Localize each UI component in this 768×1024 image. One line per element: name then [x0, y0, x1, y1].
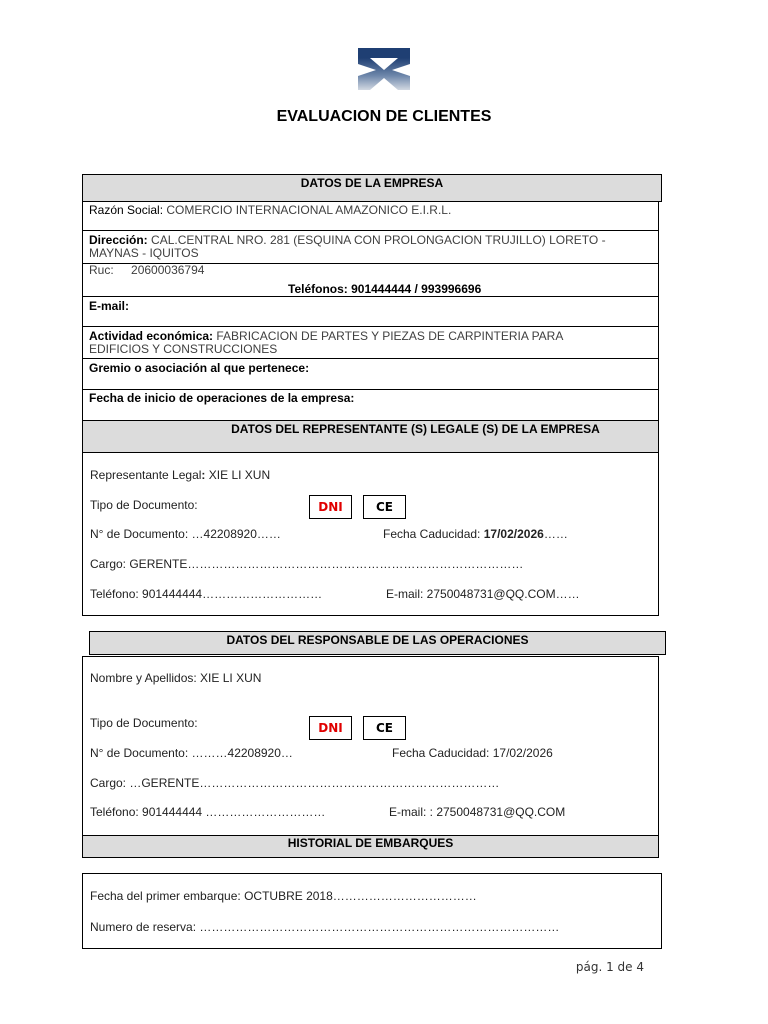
representante-section: [82, 452, 659, 616]
divider: [83, 326, 658, 327]
rep-ce-checkbox[interactable]: CE: [363, 495, 406, 519]
razon-social-label: Razón Social:: [89, 203, 164, 217]
divider: [83, 389, 658, 390]
actividad-value-line1: FABRICACION DE PARTES Y PIEZAS DE CARPINTERIA PARA: [216, 329, 564, 343]
responsable-section: [82, 656, 659, 836]
rep-legal-value: XIE LI XUN: [208, 468, 271, 482]
rep-cargo: Cargo: GERENTE…………………………………………………………………………: [90, 557, 524, 571]
historial-header: HISTORIAL DE EMBARQUES: [82, 835, 659, 858]
direccion-label: Dirección:: [89, 233, 148, 247]
responsable-header: DATOS DEL RESPONSABLE DE LAS OPERACIONES: [89, 631, 666, 655]
resp-nombre: Nombre y Apellidos: XIE LI XUN: [90, 671, 262, 685]
actividad-label: Actividad económica:: [89, 329, 214, 343]
divider: [83, 296, 658, 297]
resp-tipo-doc-label: Tipo de Documento:: [90, 716, 198, 730]
rep-dni-checkbox[interactable]: DNI: [309, 495, 352, 519]
resp-dni-checkbox[interactable]: DNI: [309, 716, 352, 740]
resp-telefono: Teléfono: 901444444 …………………………: [90, 805, 326, 819]
rep-fecha-cad-value: 17/02/2026: [483, 527, 544, 541]
razon-social-value: COMERCIO INTERNACIONAL AMAZONICO E.I.R.L.: [166, 203, 452, 217]
empresa-email-label: E-mail:: [89, 299, 130, 313]
resp-cargo: Cargo: …GERENTE…………………………………………………………………: [90, 776, 500, 790]
rep-email: E-mail: 2750048731@QQ.COM……: [386, 587, 580, 601]
telefonos-value: Teléfonos: 901444444 / 993996696: [288, 282, 482, 296]
empresa-header: DATOS DE LA EMPRESA: [82, 174, 662, 202]
ruc-label: Ruc:: [89, 263, 114, 277]
direccion-value-line2: MAYNAS - IQUITOS: [89, 246, 199, 260]
rep-fecha-caducidad: [383, 527, 568, 541]
divider: [83, 230, 658, 231]
page-number: pág. 1 de 4: [575, 960, 644, 974]
gremio-label: Gremio o asociación al que pertenece:: [89, 361, 310, 375]
rep-fecha-cad-label: Fecha Caducidad:: [383, 527, 481, 541]
direccion-value-line1: CAL.CENTRAL NRO. 281 (ESQUINA CON PROLONGACION TRUJILLO) LORETO -: [151, 233, 606, 247]
primer-embarque: Fecha del primer embarque: OCTUBRE 2018………………………………: [90, 889, 477, 903]
resp-fecha-caducidad: Fecha Caducidad: 17/02/2026: [392, 746, 553, 760]
rep-tipo-doc-label: Tipo de Documento:: [90, 498, 198, 512]
resp-email: E-mail: : 2750048731@QQ.COM: [389, 805, 566, 819]
resp-ce-checkbox[interactable]: CE: [363, 716, 406, 740]
fecha-inicio-label: Fecha de inicio de operaciones de la empresa:: [89, 391, 355, 405]
ruc-row: [89, 264, 204, 277]
rep-legal-label: Representante Legal: [90, 468, 202, 482]
historial-section: [82, 873, 662, 949]
resp-num-doc: N° de Documento: ………42208920…: [90, 746, 293, 760]
numero-reserva: Numero de reserva: ………………………………………………………………………………: [90, 920, 560, 934]
rep-fecha-cad-trail: ……: [543, 527, 568, 541]
razon-social-row: [89, 204, 451, 217]
rep-legal-row: [90, 468, 270, 482]
rep-num-doc: N° de Documento: …42208920……: [90, 527, 281, 541]
empresa-section: [82, 201, 659, 421]
actividad-value-line2: EDIFICIOS Y CONSTRUCCIONES: [89, 342, 278, 356]
rep-legal-colon: :: [201, 468, 206, 482]
direccion-row: [89, 234, 649, 260]
representante-header: DATOS DEL REPRESENTANTE (S) LEGALE (S) DE LA EMPRESA: [82, 420, 659, 453]
company-logo: [358, 48, 410, 90]
rep-telefono: Teléfono: 901444444…………………………: [90, 587, 323, 601]
divider: [83, 358, 658, 359]
document-title: EVALUACION DE CLIENTES: [276, 108, 492, 125]
ruc-value: 20600036794: [131, 263, 205, 277]
actividad-row: [89, 330, 649, 356]
